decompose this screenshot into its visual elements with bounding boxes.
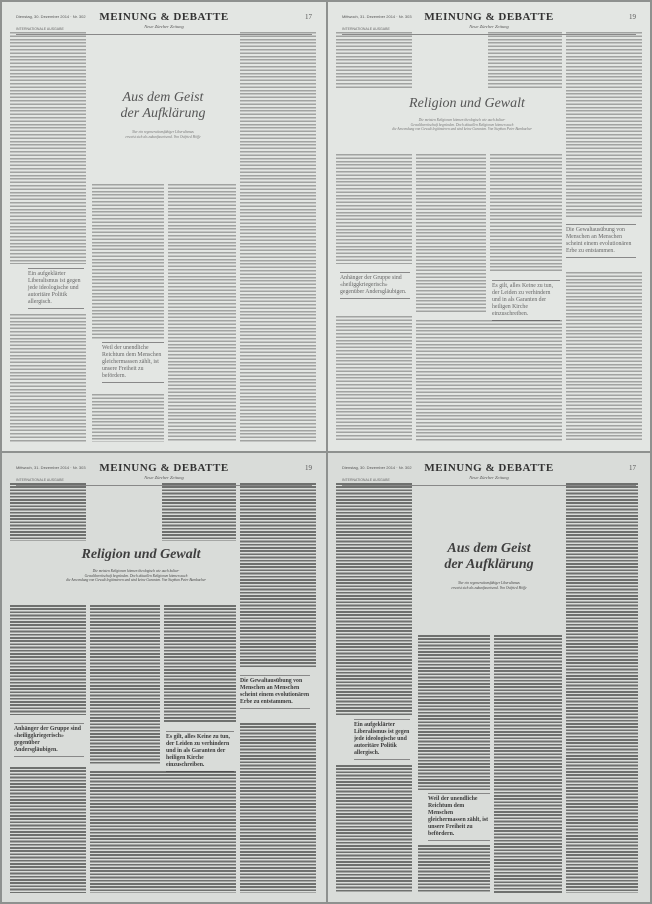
text-column <box>10 605 86 715</box>
article-lead <box>424 581 554 590</box>
text-column <box>10 767 86 893</box>
text-column <box>240 32 316 442</box>
section-title: MEINUNG & DEBATTE <box>424 462 554 474</box>
text-column <box>162 483 236 541</box>
lead-line: Nur ein regenerationsfähiger Liberalismus <box>132 130 194 134</box>
issue-date: Mittwoch, 31. Dezember 2014 · Nr. 303 <box>342 14 412 19</box>
text-column <box>336 483 412 715</box>
title-line: der Aufklärung <box>444 557 534 572</box>
text-column <box>566 272 642 442</box>
pull-quote: Anhänger der Gruppe sind «heiliggkriegerisch» gegenüber Andersgläubigen. <box>340 272 410 299</box>
pull-quote: Weil der unendliche Reichtum dem Menschen gleichermassen zählt, ist unsere Freiheit zu befördern. <box>428 793 490 841</box>
pull-quote: Ein aufgeklärter Liberalismus ist gegen jede ideologische und autoritäre Politik allergisch. <box>354 719 410 760</box>
text-column <box>336 765 412 893</box>
lead-line: die Anwendung von Gewalt legitimieren und sind keine Garanten. Von Stephan Peter Bumbacher <box>392 127 532 132</box>
article-title: Religion und Gewalt <box>81 547 201 562</box>
section-title: MEINUNG & DEBATTE <box>424 11 554 23</box>
lead-line: erweist sich als zukunftsweisend. Von Ostfried Höffe <box>451 585 527 590</box>
text-column <box>336 316 412 442</box>
text-column <box>418 635 490 790</box>
newspaper-page-bottom-right <box>328 453 650 902</box>
text-column <box>168 184 236 442</box>
issue-date: Dienstag, 30. Dezember 2014 · Nr. 302 <box>16 14 86 19</box>
text-column <box>490 154 562 272</box>
lead-line: die Anwendung von Gewalt legitimieren und sind keine Garanten. Von Stephan Peter Bumbacher <box>66 578 206 583</box>
text-column <box>566 483 638 893</box>
pull-quote: Weil der unendliche Reichtum dem Menschen gleichermassen zählt, ist unsere Freiheit zu befördern. <box>102 342 164 383</box>
edition-label: INTERNATIONALE AUSGABE <box>16 478 64 482</box>
article-title: Religion und Gewalt <box>409 96 525 111</box>
newspaper-page-top-left <box>2 2 326 451</box>
newspaper-page-bottom-left <box>2 453 326 902</box>
issue-date: Mittwoch, 31. Dezember 2014 · Nr. 303 <box>16 465 86 470</box>
lead-line: Gewaltbereitschaft begründen. Doch aktuellen Religionen können auch <box>84 573 188 578</box>
text-column <box>92 184 164 339</box>
pull-quote: Ein aufgeklärter Liberalismus ist gegen jede ideologische und autoritäre Politik allergisch. <box>28 268 84 309</box>
edition-label: INTERNATIONALE AUSGABE <box>16 27 64 31</box>
pull-quote: Die Gewaltausübung von Menschen an Menschen scheint einem evolutionären Erbe zu entstammen. <box>566 224 636 258</box>
article-lead <box>362 118 562 132</box>
article-title <box>414 541 564 573</box>
page-number: 19 <box>305 464 312 472</box>
page-number: 17 <box>629 464 636 472</box>
text-column <box>336 32 412 90</box>
newspaper-page-top-right <box>328 2 650 451</box>
text-column <box>10 314 86 442</box>
section-title: MEINUNG & DEBATTE <box>99 462 229 474</box>
title-line: Aus dem Geist <box>122 90 204 105</box>
issue-date: Dienstag, 30. Dezember 2014 · Nr. 302 <box>342 465 412 470</box>
text-column <box>10 483 86 541</box>
article-title <box>88 90 238 122</box>
text-column <box>90 771 236 893</box>
lead-line: Die meisten Religionen können theologisch wie auch kultur- <box>418 118 506 122</box>
text-column <box>336 154 412 264</box>
pull-quote: Es gilt, alles Keine zu tun, der Leiden zu verhindern und in als Garanten der heiligen Kirche einzuschreiben. <box>166 731 234 772</box>
page-number: 19 <box>629 13 636 21</box>
text-column <box>494 635 562 893</box>
text-column <box>164 605 236 723</box>
lead-line: Gewaltbereitschaft begründen. Doch aktuellen Religionen können auch <box>410 122 514 127</box>
page-number: 17 <box>305 13 312 21</box>
masthead: Neue Zürcher Zeitung <box>469 24 509 29</box>
text-column <box>566 32 642 217</box>
text-column <box>488 32 562 90</box>
title-line: der Aufklärung <box>120 106 206 121</box>
text-column <box>416 154 486 314</box>
text-column <box>10 32 86 264</box>
section-title: MEINUNG & DEBATTE <box>99 11 229 23</box>
text-column <box>90 605 160 765</box>
lead-line: Die meisten Religionen können theologisch wie auch kultur- <box>92 569 180 573</box>
lead-line: erweist sich als zukunftsweisend. Von Ostfried Höffe <box>125 134 201 139</box>
lead-line: Nur ein regenerationsfähiger Liberalismus <box>458 581 520 585</box>
text-column <box>240 483 316 668</box>
article-lead <box>98 130 228 139</box>
masthead: Neue Zürcher Zeitung <box>144 24 184 29</box>
masthead: Neue Zürcher Zeitung <box>469 475 509 480</box>
text-column <box>416 320 562 442</box>
text-column <box>240 723 316 893</box>
pull-quote: Die Gewaltausübung von Menschen an Menschen scheint einem evolutionären Erbe zu entstammen. <box>240 675 310 709</box>
title-line: Aus dem Geist <box>447 541 531 556</box>
masthead: Neue Zürcher Zeitung <box>144 475 184 480</box>
article-lead <box>36 569 236 583</box>
edition-label: INTERNATIONALE AUSGABE <box>342 478 390 482</box>
edition-label: INTERNATIONALE AUSGABE <box>342 27 390 31</box>
pull-quote: Anhänger der Gruppe sind «heiliggkriegerisch» gegenüber Andersgläubigen. <box>14 723 84 757</box>
text-column <box>92 394 164 442</box>
text-column <box>418 845 490 893</box>
pull-quote: Es gilt, alles Keine zu tun, der Leiden zu verhindern und in als Garanten der heiligen Kirche einzuschreiben. <box>492 280 560 321</box>
